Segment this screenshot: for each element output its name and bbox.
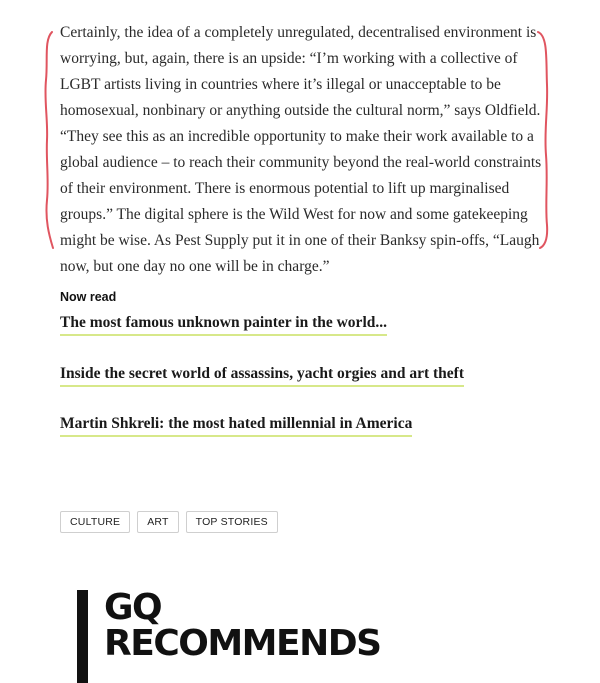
- gq-recommends-heading: [104, 587, 381, 664]
- now-read-heading: Now read: [60, 290, 117, 304]
- left-annotation-bracket: [38, 30, 58, 250]
- tag-art[interactable]: ART: [137, 511, 178, 533]
- related-link-assassins-art-theft[interactable]: Inside the secret world of assassins, yacht orgies and art theft: [60, 364, 464, 387]
- tag-top-stories[interactable]: TOP STORIES: [186, 511, 278, 533]
- related-link-famous-painter[interactable]: The most famous unknown painter in the world...: [60, 313, 387, 336]
- article-paragraph: Certainly, the idea of a completely unregulated, decentralised environment is worrying, but, again, there is an upside: “I’m working with a collective of LGBT artists living in countries where it’s illegal or unacceptable to be homosexual, nonbinary or anything outside the cultural norm,” says Oldfield. “They see this as an incredible opportunity to make their work available to a global audience – to reach their community beyond the real-world constraints of their environment. There is enormous potential to lift up marginalised groups.” The digital sphere is the Wild West for now and some gatekeeping might be wise. As Pest Supply put it in one of their Banksy spin-offs, “Laugh now, but one day no one will be in charge.”: [60, 24, 542, 275]
- recommends-line-1: GQ: [104, 587, 162, 628]
- related-link-martin-shkreli[interactable]: Martin Shkreli: the most hated millennial in America: [60, 414, 412, 437]
- recommends-accent-bar: [77, 590, 88, 683]
- article-body: [60, 20, 550, 280]
- tag-culture[interactable]: CULTURE: [60, 511, 130, 533]
- recommends-line-2: RECOMMENDS: [104, 623, 381, 664]
- tag-list: [60, 511, 278, 533]
